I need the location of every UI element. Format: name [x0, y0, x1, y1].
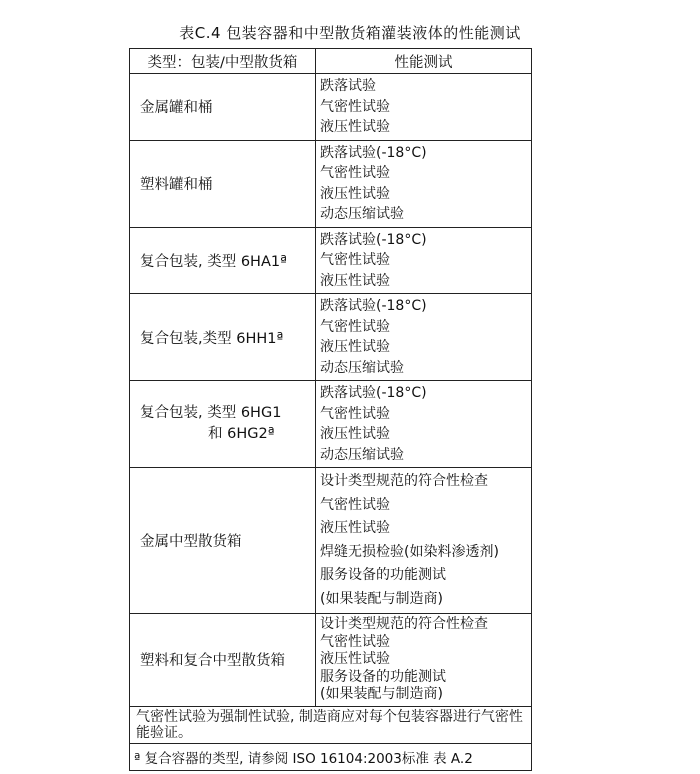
container-type: 金属罐和桶: [140, 100, 213, 117]
test-item: 液压性试验: [320, 272, 390, 289]
container-type-cell: [130, 468, 316, 614]
footnote: ª 复合容器的类型, 请参阅 ISO 16104:2003标准 表 A.2: [130, 743, 532, 770]
test-item: 气密性试验: [320, 405, 390, 422]
test-item: 跌落试验(-18°C): [320, 144, 427, 161]
test-item: 气密性试验: [320, 496, 390, 513]
performance-test-table: [129, 48, 532, 771]
test-item: 服务设备的功能测试: [320, 668, 446, 685]
container-type-cell: [130, 614, 316, 707]
table-title: 表C.4 包装容器和中型散货箱灌装液体的性能测试: [179, 24, 521, 42]
test-item: (如果装配与制造商): [320, 590, 443, 607]
container-type-cell: [130, 74, 316, 141]
header-type: 类型：包装/中型散货箱: [130, 49, 316, 74]
test-item: 动态压缩试验: [320, 359, 404, 376]
table-header-row: [130, 49, 532, 74]
table-row: [130, 140, 532, 227]
test-item: 设计类型规范的符合性检查: [320, 616, 488, 632]
test-item: 动态压缩试验: [320, 446, 404, 463]
tests-cell: [316, 294, 532, 381]
table-footnote-row: [130, 743, 532, 770]
test-item: 跌落试验(-18°C): [320, 231, 427, 248]
test-item: 气密性试验: [320, 98, 390, 115]
test-item: 焊缝无损检验(如染料渗透剂): [320, 543, 499, 560]
tests-cell: [316, 227, 532, 294]
container-type: 复合包装, 类型 6HG1: [140, 405, 282, 421]
tests-cell: [316, 468, 532, 614]
table-row: [130, 227, 532, 294]
test-item: 服务设备的功能测试: [320, 567, 446, 583]
container-type-cell: [130, 294, 316, 381]
container-type: 塑料罐和桶: [140, 177, 213, 193]
test-item: 跌落试验(-18°C): [320, 385, 427, 401]
test-item: 气密性试验: [320, 318, 390, 335]
tests-cell: [316, 74, 532, 141]
table-row: [130, 468, 532, 614]
tests-cell: [316, 614, 532, 707]
container-type: 塑料和复合中型散货箱: [140, 653, 285, 670]
test-item: 液压性试验: [320, 119, 390, 135]
test-item: 动态压缩试验: [320, 206, 404, 222]
table-note-row: [130, 706, 532, 743]
test-item: 液压性试验: [320, 339, 390, 355]
test-item: 设计类型规范的符合性检查: [320, 473, 488, 489]
test-item: 气密性试验: [320, 633, 390, 650]
container-type-cell: [130, 381, 316, 468]
tests-cell: [316, 381, 532, 468]
container-type-cell: [130, 140, 316, 227]
table-row: [130, 294, 532, 381]
table-row: [130, 614, 532, 707]
container-type: 复合包装,类型 6HH1ª: [140, 330, 284, 347]
table-row: [130, 74, 532, 141]
container-type-cell: [130, 227, 316, 294]
test-item: 跌落试验: [320, 78, 376, 94]
test-item: 液压性试验: [320, 651, 390, 668]
test-item: 液压性试验: [320, 520, 390, 536]
container-type: 金属中型散货箱: [140, 534, 242, 550]
table-row: [130, 381, 532, 468]
container-type: 复合包装, 类型 6HA1ª: [140, 253, 287, 270]
test-item: 气密性试验: [320, 252, 390, 268]
header-tests: 性能测试: [316, 49, 532, 74]
test-item: 液压性试验: [320, 185, 390, 202]
tests-cell: [316, 140, 532, 227]
mandatory-test-note: 气密性试验为强制性试验, 制造商应对每个包装容器进行气密性能验证。: [130, 706, 532, 743]
container-type-line2: 和 6HG2ª: [208, 426, 275, 442]
test-item: 跌落试验(-18°C): [320, 298, 427, 314]
test-item: (如果装配与制造商): [320, 686, 443, 703]
test-item: 液压性试验: [320, 426, 390, 442]
test-item: 气密性试验: [320, 165, 390, 181]
